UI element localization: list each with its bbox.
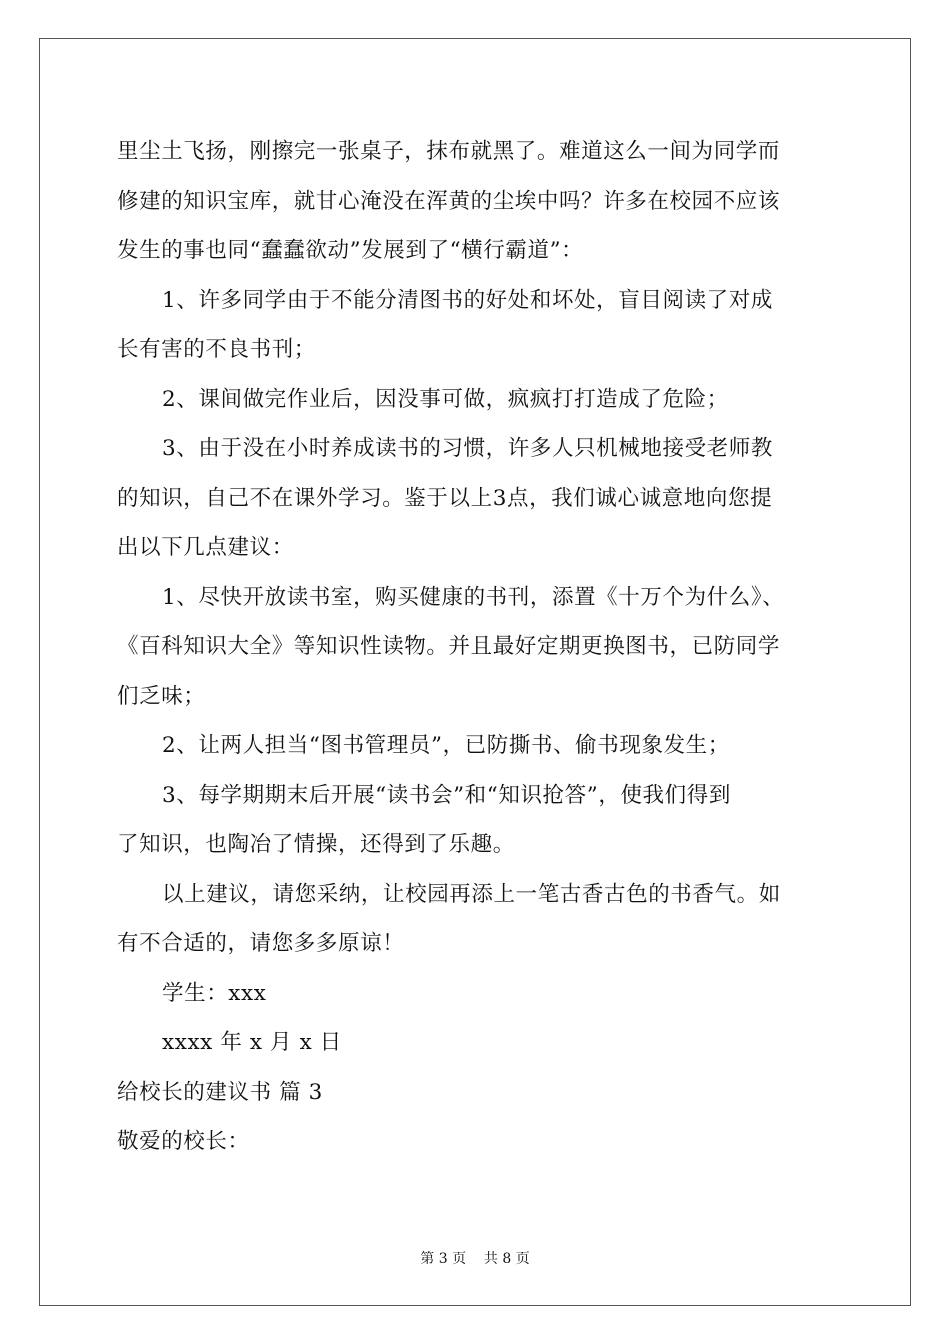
suggestion-item-3: 3、每学期期末后开展“读书会”和“知识抢答”，使我们得到	[162, 782, 731, 808]
issue-item-1: 1、许多同学由于不能分清图书的好处和坏处，盲目阅读了对成	[162, 287, 773, 313]
suggestion-item-3-cont: 了知识，也陶冶了情操，还得到了乐趣。	[117, 832, 515, 857]
text-line-1: 里尘土飞扬，刚擦完一张桌子，抹布就黑了。难道这么一间为同学而	[117, 139, 781, 164]
signature-date: xxxx 年 x 月 x 日	[162, 1030, 342, 1055]
page-number-footer: 第 3 页 共 8 页	[420, 1251, 530, 1267]
issue-item-3-cont: 的知识，自己不在课外学习。鉴于以上3点，我们诚心诚意地向您提	[117, 485, 773, 511]
document-body	[117, 127, 837, 1167]
text-line-2: 修建的知识宝库，就甘心淹没在浑黄的尘埃中吗？许多在校园不应该	[117, 188, 781, 214]
closing-paragraph-cont: 有不合适的，请您多多原谅！	[117, 931, 405, 956]
issue-item-3: 3、由于没在小时养成读书的习惯，许多人只机械地接受老师教	[162, 436, 773, 461]
signature-student: 学生：xxx	[162, 980, 267, 1006]
suggestion-item-1: 1、尽快开放读书室，购买健康的书刊，添置《十万个为什么》、	[162, 584, 785, 610]
text-line-3: 发生的事也同“蠢蠢欲动”发展到了“横行霸道”：	[117, 238, 584, 263]
issue-item-2: 2、课间做完作业后，因没事可做，疯疯打打造成了危险；	[162, 386, 729, 412]
closing-paragraph: 以上建议，请您采纳，让校园再添上一笔古香古色的书香气。如	[162, 881, 781, 907]
suggestion-item-1-cont: 《百科知识大全》等知识性读物。并且最好定期更换图书，已防同学	[117, 634, 781, 659]
issue-item-3-cont-2: 出以下几点建议：	[117, 535, 294, 560]
section-heading: 给校长的建议书 篇 3	[117, 1079, 323, 1105]
suggestion-item-1-cont-2: 们乏味；	[117, 683, 206, 709]
issue-item-1-cont: 长有害的不良书刊；	[117, 337, 316, 362]
suggestion-item-2: 2、让两人担当“图书管理员”，已防撕书、偷书现象发生；	[162, 733, 730, 758]
salutation: 敬爱的校长：	[117, 1129, 250, 1154]
